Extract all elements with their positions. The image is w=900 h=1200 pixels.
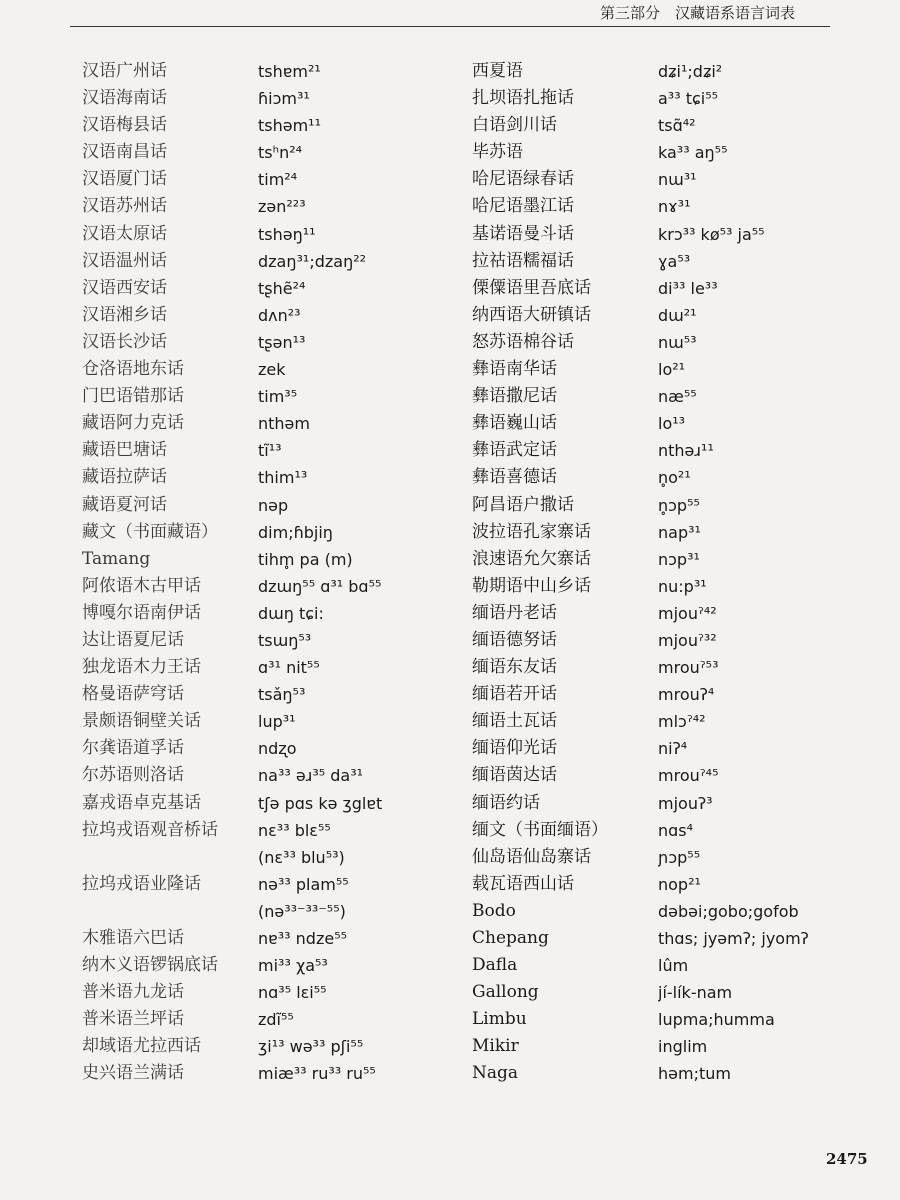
transcription: ɑ³¹ nit⁵⁵ <box>258 658 320 678</box>
language-name: 藏文（书面藏语） <box>82 521 218 542</box>
transcription: niʔ⁴ <box>658 739 688 759</box>
language-name: 缅语茵达话 <box>472 765 557 786</box>
language-name: 缅语约话 <box>472 792 540 813</box>
right-language-column <box>472 58 642 1088</box>
transcription: mrouʔ⁴ <box>658 685 715 705</box>
language-name: 史兴语兰满话 <box>82 1063 184 1084</box>
language-name: 汉语广州话 <box>82 61 167 81</box>
language-name: 尔龚语道孚话 <box>82 738 184 759</box>
language-name: 拉祜语糯福话 <box>472 250 574 271</box>
page-number: 2475 <box>826 1150 868 1168</box>
language-name: 汉语苏州话 <box>82 196 167 217</box>
transcription: n̥ɔp⁵⁵ <box>658 495 700 515</box>
transcription: thim¹³ <box>258 468 308 488</box>
transcription: mi³³ χa⁵³ <box>258 956 328 976</box>
language-name: 彝语巍山话 <box>472 413 557 434</box>
transcription: ɲɔp⁵⁵ <box>658 847 701 867</box>
transcription: ka³³ aŋ⁵⁵ <box>658 143 728 163</box>
language-name: 汉语温州话 <box>82 250 167 271</box>
transcription: ndʐo <box>258 739 297 759</box>
language-name: 仙岛语仙岛寨话 <box>472 846 591 867</box>
transcription: jí-lík-nam <box>658 983 733 1003</box>
transcription: nɤ³¹ <box>658 197 691 217</box>
language-name: 纳西语大研镇话 <box>472 304 591 325</box>
left-word-column <box>258 58 458 1088</box>
transcription: nɑ³⁵ lɛi⁵⁵ <box>258 983 327 1003</box>
language-name: 阿昌语户撒话 <box>472 494 574 515</box>
language-name: 缅语仰光话 <box>472 738 557 759</box>
transcription: tsǎŋ⁵³ <box>258 685 306 705</box>
transcription: krɔ³³ kø⁵³ ja⁵⁵ <box>658 224 765 244</box>
language-name: 缅语德努话 <box>472 629 557 650</box>
transcription: a³³ tɕi⁵⁵ <box>658 89 719 109</box>
transcription: (nɛ³³ blu⁵³) <box>258 847 345 867</box>
language-name: 汉语海南话 <box>82 88 167 109</box>
transcription: tʂhẽ²⁴ <box>258 278 306 298</box>
language-name: 波拉语孔家寨话 <box>472 521 591 542</box>
language-name: Mikir <box>472 1036 519 1057</box>
transcription: mjouˀ³² <box>658 630 717 650</box>
transcription: tim²⁴ <box>258 170 298 190</box>
transcription: zdĩ⁵⁵ <box>258 1010 294 1030</box>
transcription: nthəɹ¹¹ <box>658 441 714 461</box>
transcription: həm;tum <box>658 1064 731 1084</box>
language-name: 扎坝语扎拖话 <box>472 88 574 109</box>
transcription: dɯ²¹ <box>658 305 697 325</box>
language-name: 缅语土瓦话 <box>472 711 557 732</box>
language-name: 载瓦语西山话 <box>472 873 574 894</box>
transcription: tshɐm²¹ <box>258 62 321 81</box>
language-name: 嘉戎语卓克基话 <box>82 792 201 813</box>
transcription: nɯ³¹ <box>658 170 697 190</box>
transcription: nɑs⁴ <box>658 820 694 840</box>
transcription: nə³³ plam⁵⁵ <box>258 874 349 894</box>
language-name: 格曼语萨穹话 <box>82 684 184 705</box>
transcription: tʂən¹³ <box>258 332 306 352</box>
transcription: miæ³³ ru³³ ru⁵⁵ <box>258 1064 376 1084</box>
language-name: Dafla <box>472 955 518 976</box>
transcription: tim³⁵ <box>258 387 298 407</box>
language-name: Gallong <box>472 982 539 1003</box>
language-name: 基诺语曼斗话 <box>472 223 574 244</box>
transcription: nap³¹ <box>658 522 701 542</box>
language-name: 缅文（书面缅语） <box>472 819 608 840</box>
transcription: dɯŋ tɕi: <box>258 603 324 623</box>
transcription: nop²¹ <box>658 874 701 894</box>
transcription: ɦiɔm³¹ <box>258 89 310 109</box>
right-word-column <box>658 58 858 1088</box>
language-name: 尔苏语则洛话 <box>82 765 184 786</box>
transcription: lo¹³ <box>658 414 686 434</box>
transcription: nɔp³¹ <box>658 549 700 569</box>
language-name: 西夏语 <box>472 61 523 81</box>
transcription: nɛ³³ blɛ⁵⁵ <box>258 820 331 840</box>
left-language-column <box>82 58 252 1088</box>
language-name: Naga <box>472 1063 519 1084</box>
language-name: 景颇语铜壁关话 <box>82 711 201 732</box>
language-name: 彝语撒尼话 <box>472 386 557 407</box>
language-name: 独龙语木力王话 <box>82 657 201 678</box>
language-name: 缅语东友话 <box>472 657 557 678</box>
transcription: tsɯŋ⁵³ <box>258 630 312 650</box>
language-name: 汉语西安话 <box>82 277 167 298</box>
language-name: 白语剑川话 <box>472 115 557 136</box>
transcription: mjouʔ³ <box>658 793 713 813</box>
transcription: lo²¹ <box>658 360 686 380</box>
language-name: 藏语拉萨话 <box>82 467 167 488</box>
transcription: nɯ⁵³ <box>658 332 697 352</box>
transcription: nɐ³³ ndze⁵⁵ <box>258 929 348 948</box>
language-name: 汉语梅县话 <box>82 115 167 136</box>
transcription: mrouˀ⁴⁵ <box>658 766 719 786</box>
language-name: 木雅语六巴话 <box>82 928 184 948</box>
header-rule <box>70 26 830 27</box>
language-name: 藏语巴塘话 <box>82 440 167 461</box>
language-name: 博嘎尔语南伊话 <box>82 602 201 623</box>
language-name: 汉语南昌话 <box>82 142 167 163</box>
transcription: tsɑ̃⁴² <box>658 116 696 136</box>
language-name: 怒苏语棉谷话 <box>472 331 574 352</box>
language-name: 汉语长沙话 <box>82 331 167 352</box>
transcription: lup³¹ <box>258 712 296 732</box>
language-name: 汉语太原话 <box>82 223 167 244</box>
language-name: 缅语丹老话 <box>472 602 557 623</box>
language-name: 仓洛语地东话 <box>82 359 184 380</box>
language-name: 彝语喜德话 <box>472 467 557 488</box>
transcription: tihm̥ pa (m) <box>258 549 353 569</box>
transcription: inglim <box>658 1037 708 1057</box>
language-name: 拉坞戎语观音桥话 <box>82 819 218 840</box>
transcription: tʃə pɑs kə ʒglɐt <box>258 793 383 813</box>
language-name: 缅语若开话 <box>472 684 557 705</box>
language-name: 拉坞戎语业隆话 <box>82 873 201 894</box>
transcription: n̥o²¹ <box>658 468 691 488</box>
language-name: 勒期语中山乡话 <box>472 575 591 596</box>
language-name: 普米语兰坪话 <box>82 1009 184 1030</box>
transcription: mjouˀ⁴² <box>658 603 717 623</box>
transcription: dʑi¹;dʑi² <box>658 62 723 81</box>
language-name: 藏语夏河话 <box>82 494 167 515</box>
language-name: 汉语厦门话 <box>82 169 167 190</box>
language-name: 傈僳语里吾底话 <box>472 277 591 298</box>
language-name: 彝语南华话 <box>472 359 557 380</box>
transcription: ɣa⁵³ <box>658 251 691 271</box>
running-header: 第三部分 汉藏语系语言词表 <box>600 4 796 22</box>
transcription: dʌn²³ <box>258 305 301 325</box>
transcription: dzɯŋ⁵⁵ ɑ³¹ bɑ⁵⁵ <box>258 576 382 596</box>
transcription: lûm <box>658 956 689 976</box>
language-name: 毕苏语 <box>472 142 523 163</box>
transcription: nu:p³¹ <box>658 576 707 596</box>
language-name: Bodo <box>472 900 516 921</box>
transcription: tĩ¹³ <box>258 441 282 461</box>
language-name: 普米语九龙话 <box>82 982 184 1003</box>
language-name: 哈尼语墨江话 <box>472 196 574 217</box>
transcription: ʒi¹³ wə³³ pʃi⁵⁵ <box>258 1037 364 1057</box>
language-name: 阿侬语木古甲话 <box>82 575 201 596</box>
transcription: zek <box>258 360 286 380</box>
transcription: mrouˀ⁵³ <box>658 658 719 678</box>
transcription: na³³ əɹ³⁵ da³¹ <box>258 766 364 786</box>
language-name: 彝语武定话 <box>472 440 557 461</box>
language-name: 藏语阿力克话 <box>82 413 184 434</box>
language-name: 门巴语错那话 <box>82 386 184 407</box>
transcription: tsʰn²⁴ <box>258 143 303 163</box>
language-name: 浪速语允欠寨话 <box>472 548 591 569</box>
transcription: tshəm¹¹ <box>258 116 322 136</box>
transcription: thɑs; jyəmʔ; jyomʔ <box>658 929 809 948</box>
language-name: Limbu <box>472 1009 527 1030</box>
transcription: nəp <box>258 495 289 515</box>
transcription: dim;ɦbjiŋ <box>258 522 333 542</box>
language-name: 达让语夏尼话 <box>82 629 184 650</box>
transcription: zən²²³ <box>258 197 306 217</box>
language-name: Tamang <box>82 548 151 569</box>
transcription: tshəŋ¹¹ <box>258 224 316 244</box>
transcription: næ⁵⁵ <box>658 387 697 407</box>
language-name: 却域语尤拉西话 <box>82 1036 201 1057</box>
transcription: mlɔˀ⁴² <box>658 712 706 732</box>
transcription: (nə³³⁻³³⁻⁵⁵) <box>258 901 346 921</box>
transcription: dəbəi;gobo;gofob <box>658 901 799 921</box>
language-name: Chepang <box>472 928 549 948</box>
transcription: lupma;humma <box>658 1010 775 1030</box>
language-name <box>82 898 252 925</box>
language-name <box>82 844 252 871</box>
language-name: 纳木义语锣锅底话 <box>82 955 218 976</box>
language-name: 汉语湘乡话 <box>82 304 167 325</box>
transcription: di³³ le³³ <box>658 278 718 298</box>
transcription: dzaŋ³¹;dzaŋ²² <box>258 251 367 271</box>
transcription: nthəm <box>258 414 310 434</box>
language-name: 哈尼语绿春话 <box>472 169 574 190</box>
